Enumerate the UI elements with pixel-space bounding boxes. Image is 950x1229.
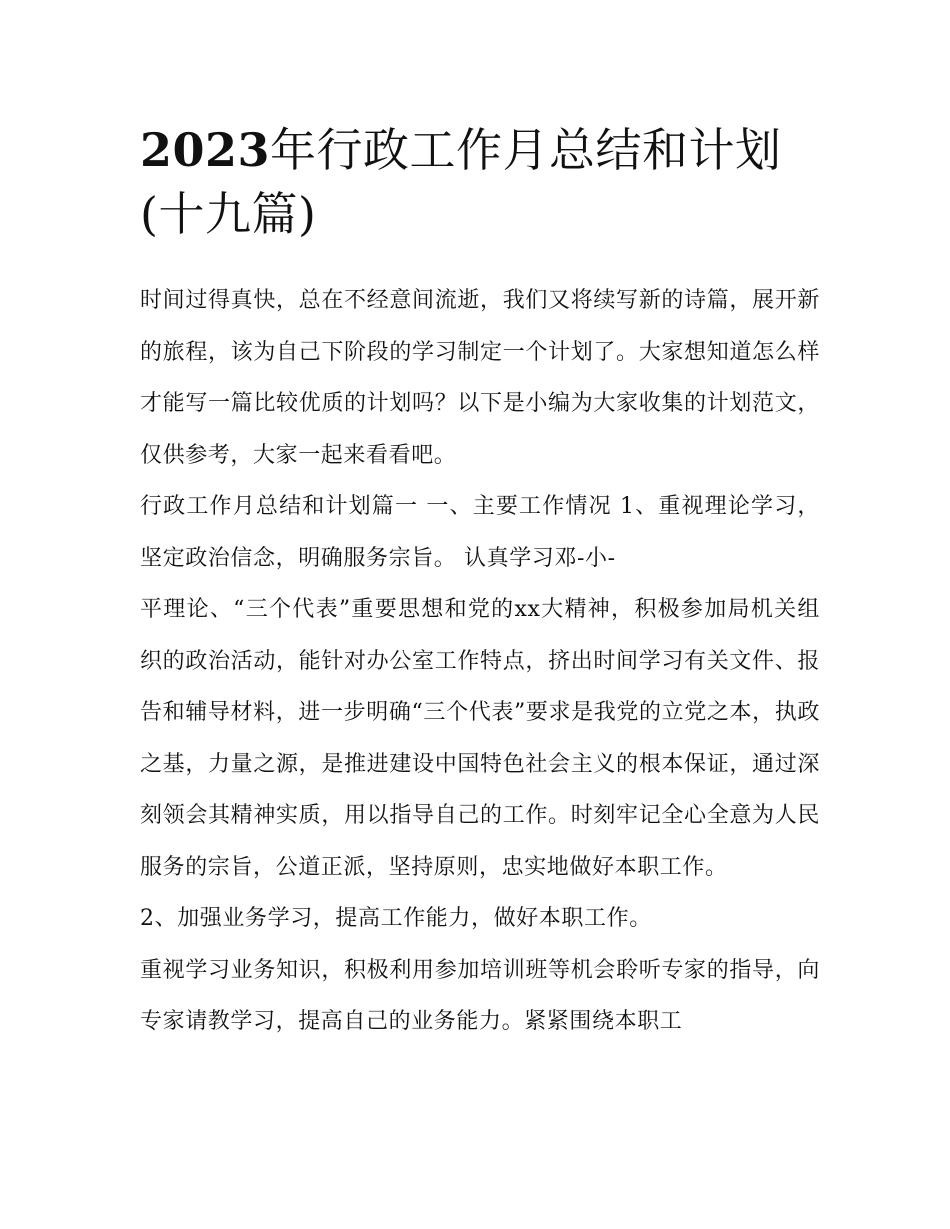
- document-title: [140, 118, 830, 246]
- document-body: [140, 275, 820, 1048]
- paragraph-heading-two: 2、加强业务学习，提高工作能力，做好本职工作。: [140, 906, 652, 931]
- paragraph-section-one: 行政工作月总结和计划篇一 一、主要工作情况 1、重视理论学习，坚定政治信念，明确服务宗旨。 认真学习邓-小-: [140, 494, 820, 571]
- paragraph-intro: 时间过得真快，总在不经意间流逝，我们又将续写新的诗篇，展开新的旅程，该为自己下阶段的学习制定一个计划了。大家想知道怎么样才能写一篇比较优质的计划吗？以下是小编为大家收集的计划范文，仅供参考，大家一起来看看吧。: [140, 288, 820, 468]
- paragraph-business-study: 重视学习业务知识，积极利用参加培训班等机会聆听专家的指导，向专家请教学习，提高自己的业务能力。紧紧围绕本职工: [140, 957, 820, 1034]
- title-year: 2023: [140, 123, 271, 177]
- paragraph-theory-study: 平理论、“三个代表”重要思想和党的xx大精神，积极参加局机关组织的政治活动，能针对办公室工作特点，挤出时间学习有关文件、报告和辅导材料，进一步明确“三个代表”要求是我党的立党之本，执政之基，力量之源，是推进建设中国特色社会主义的根本保证，通过深刻领会其精神实质，用以指导自己的工作。时刻牢记全心全意为人民服务的宗旨，公道正派，坚持原则，忠实地做好本职工作。: [140, 597, 820, 880]
- title-text: 年行政工作月总结和计划(十九篇): [140, 123, 782, 241]
